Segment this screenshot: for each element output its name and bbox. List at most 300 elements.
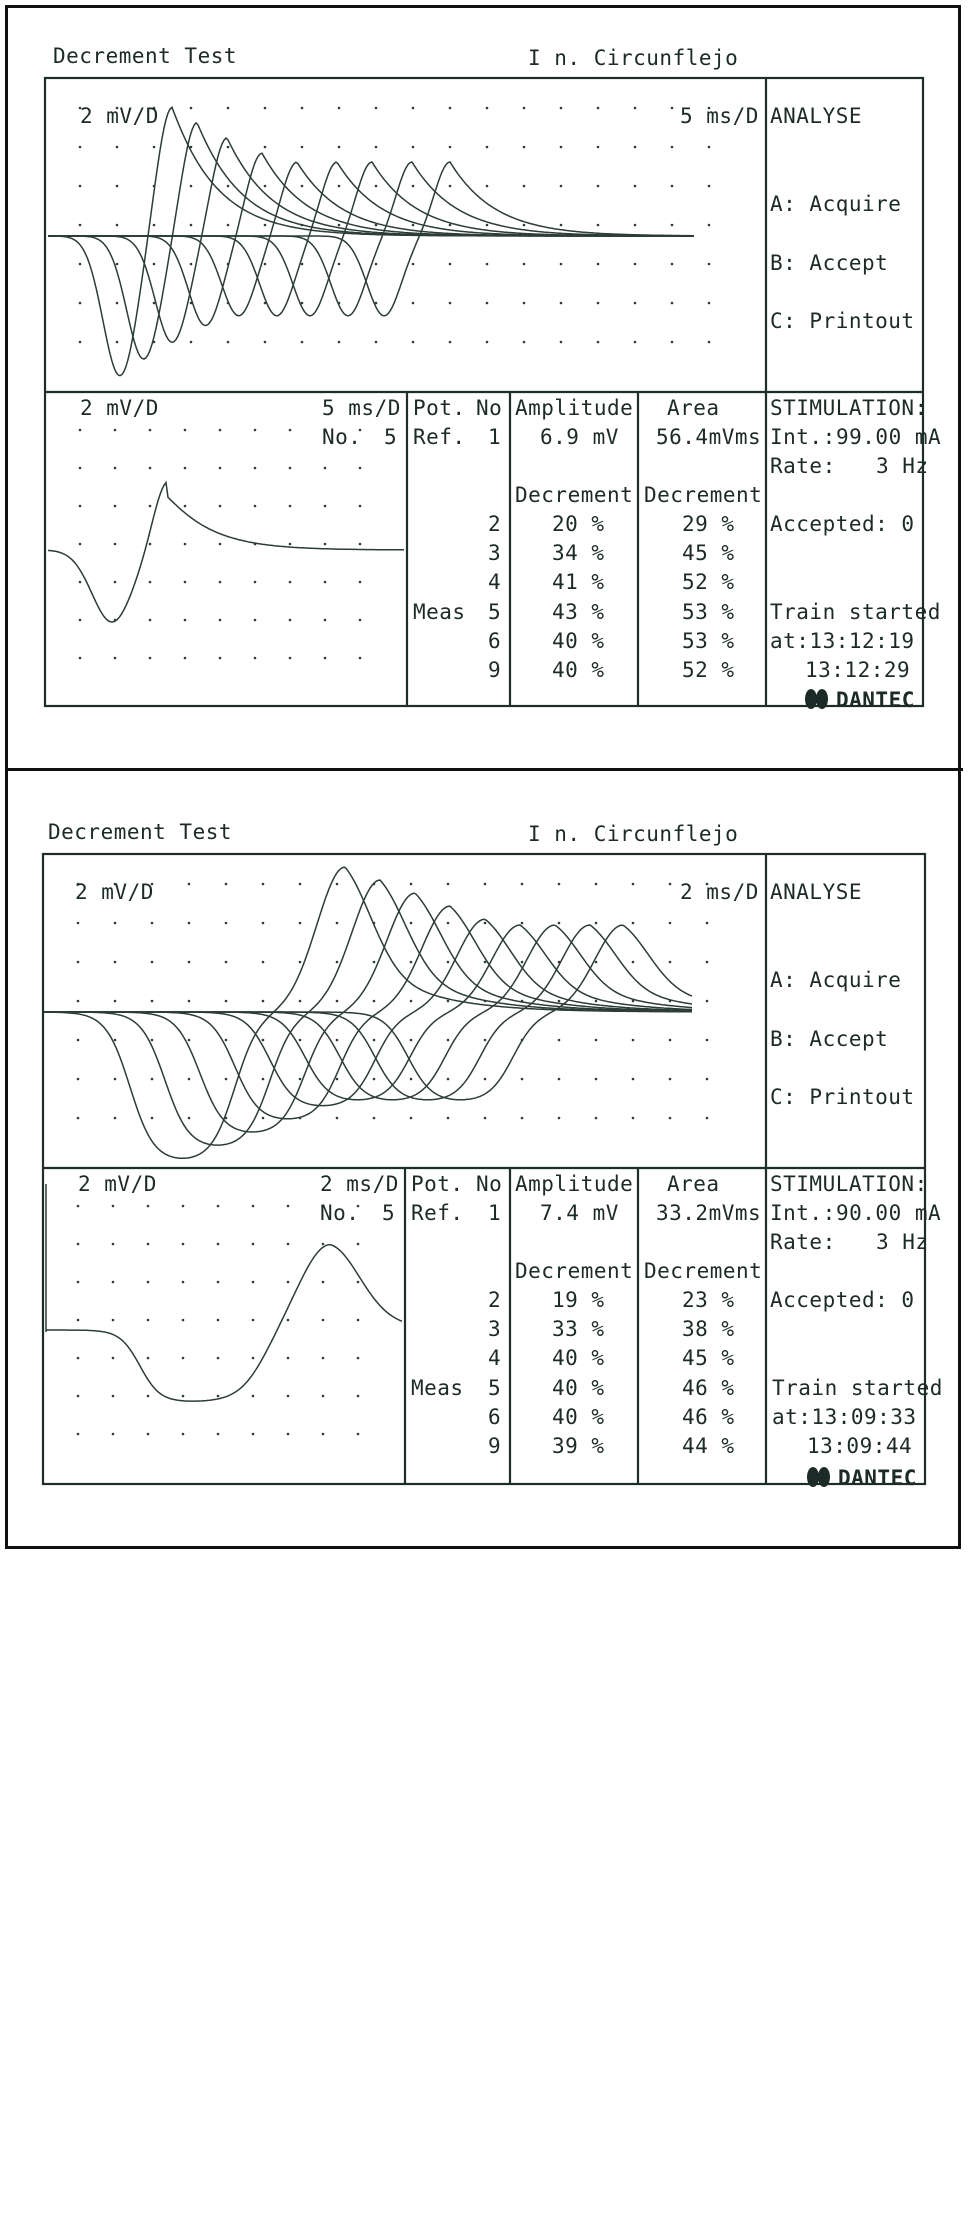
grid-dot: [301, 146, 304, 149]
grid-dot: [190, 224, 193, 227]
grid-dot: [359, 467, 362, 470]
grid-dot: [595, 1078, 598, 1081]
grid-dot: [632, 1117, 635, 1120]
grid-dot: [486, 185, 489, 188]
grid-dot: [225, 1078, 228, 1081]
ref-area: 56.4mVms: [656, 425, 762, 449]
grid-dot: [449, 224, 452, 227]
top-sweep: 2 ms/D: [680, 880, 759, 904]
top-sensitivity: 2 mV/D: [75, 880, 154, 904]
row-no: 6: [488, 629, 502, 653]
row-area-decrement: 46 %: [682, 1405, 735, 1429]
grid-dot: [410, 1117, 413, 1120]
grid-dot: [634, 146, 637, 149]
grid-dot: [114, 505, 117, 508]
grid-dot: [595, 1039, 598, 1042]
menu-printout[interactable]: C: Printout: [770, 1085, 915, 1109]
ref-no: 1: [488, 425, 502, 449]
grid-dot: [184, 467, 187, 470]
grid-dot: [484, 1039, 487, 1042]
grid-dot: [219, 543, 222, 546]
grid-dot: [219, 581, 222, 584]
grid-dot: [669, 1117, 672, 1120]
grid-dot: [669, 922, 672, 925]
grid-dot: [521, 1117, 524, 1120]
grid-dot: [225, 1000, 228, 1003]
ref-area: 33.2mVms: [656, 1201, 762, 1225]
grid-dot: [264, 341, 267, 344]
grid-dot: [634, 263, 637, 266]
screen-title: Decrement Test: [53, 44, 238, 68]
grid-dot: [324, 467, 327, 470]
row-amp-decrement: 40 %: [552, 1346, 605, 1370]
grid-dot: [357, 1281, 360, 1284]
grid-dot: [254, 581, 257, 584]
grid-dot: [112, 1243, 115, 1246]
grid-dot: [373, 961, 376, 964]
grid-dots: [79, 107, 711, 660]
grid-dot: [147, 1281, 150, 1284]
grid-dot: [322, 1433, 325, 1436]
grid-dot: [336, 961, 339, 964]
row-amp-decrement: 43 %: [552, 600, 605, 624]
grid-dot: [560, 146, 563, 149]
grid-dot: [252, 1281, 255, 1284]
grid-dot: [79, 543, 82, 546]
grid-dot: [79, 302, 82, 305]
grid-dot: [301, 185, 304, 188]
grid-dot: [447, 1117, 450, 1120]
grid-dot: [217, 1319, 220, 1322]
grid-dot: [357, 1433, 360, 1436]
grid-dot: [595, 1117, 598, 1120]
grid-dot: [486, 341, 489, 344]
train-start-time: at:13:12:19: [770, 629, 915, 653]
grid-dot: [634, 107, 637, 110]
grid-dot: [112, 1281, 115, 1284]
grid-dot: [447, 1078, 450, 1081]
grid-dot: [114, 657, 117, 660]
ref-label: Ref.: [411, 1201, 464, 1225]
grid-dot: [114, 922, 117, 925]
row-amp-decrement: 40 %: [552, 1376, 605, 1400]
grid-dot: [77, 1281, 80, 1284]
sweep-trace: [42, 925, 692, 1100]
grid-dot: [252, 1395, 255, 1398]
grid-dot: [359, 619, 362, 622]
row-no: 9: [488, 1434, 502, 1458]
grid-dot: [77, 1319, 80, 1322]
grid-dot: [112, 1433, 115, 1436]
row-no: 2: [488, 512, 502, 536]
grid-dot: [114, 467, 117, 470]
grid-dot: [299, 883, 302, 886]
sweep-trace: [48, 138, 694, 342]
grid-dot: [708, 341, 711, 344]
grid-dot: [116, 224, 119, 227]
accepted-count: Accepted: 0: [770, 1288, 915, 1312]
brand-name: DANTEC: [838, 1466, 917, 1490]
grid-dot: [184, 619, 187, 622]
grid-dot: [359, 657, 362, 660]
grid-dot: [671, 341, 674, 344]
grid-dot: [149, 543, 152, 546]
rate-value: 3 Hz: [876, 1230, 929, 1254]
grid-dot: [486, 302, 489, 305]
amp-decrement-header: Decrement: [515, 1259, 634, 1283]
grid-dot: [264, 107, 267, 110]
grid-dot: [289, 505, 292, 508]
grid-dot: [484, 961, 487, 964]
grid-dot: [79, 467, 82, 470]
grid-dot: [447, 1039, 450, 1042]
grid-dot: [449, 107, 452, 110]
grid-dot: [634, 341, 637, 344]
grid-dot: [114, 1078, 117, 1081]
grid-dot: [79, 657, 82, 660]
decrement-screen-1: [0, 0, 968, 770]
grid-dot: [112, 1357, 115, 1360]
row-no: 3: [488, 541, 502, 565]
grid-dot: [77, 1117, 80, 1120]
sweep-trace: [48, 153, 694, 325]
grid-dot: [116, 185, 119, 188]
grid-dot: [324, 619, 327, 622]
grid-dot: [79, 581, 82, 584]
menu-printout[interactable]: C: Printout: [770, 309, 915, 333]
grid-dot: [558, 1039, 561, 1042]
grid-dot: [669, 1039, 672, 1042]
grid-dot: [560, 341, 563, 344]
grid-dot: [373, 1117, 376, 1120]
grid-dot: [449, 341, 452, 344]
menu-acquire[interactable]: A: Acquire: [770, 192, 902, 216]
grid-dot: [671, 146, 674, 149]
grid-dot: [324, 581, 327, 584]
row-no: 5: [488, 1376, 502, 1400]
grid-dot: [373, 1039, 376, 1042]
grid-dot: [182, 1205, 185, 1208]
brand-name: DANTEC: [836, 688, 915, 712]
grid-dot: [359, 505, 362, 508]
grid-dot: [336, 922, 339, 925]
grid-dot: [336, 1117, 339, 1120]
grid-dot: [706, 1039, 709, 1042]
grid-dot: [262, 883, 265, 886]
grid-dot: [188, 1039, 191, 1042]
grid-dot: [77, 1078, 80, 1081]
grid-dot: [357, 1319, 360, 1322]
grid-dot: [336, 1078, 339, 1081]
grid-dot: [706, 1000, 709, 1003]
grid-dot: [708, 263, 711, 266]
grid-dot: [410, 1039, 413, 1042]
row-area-decrement: 29 %: [682, 512, 735, 536]
intensity-label: Int.:: [770, 1201, 836, 1225]
grid-dot: [338, 224, 341, 227]
grid-dot: [147, 1205, 150, 1208]
grid-dot: [217, 1243, 220, 1246]
grid-dot: [227, 341, 230, 344]
grid-dot: [149, 657, 152, 660]
grid-dot: [669, 883, 672, 886]
grid-dot: [706, 961, 709, 964]
pot-header: Pot.: [413, 396, 466, 420]
accepted-count: Accepted: 0: [770, 512, 915, 536]
grid-dot: [521, 883, 524, 886]
row-area-decrement: 23 %: [682, 1288, 735, 1312]
row-no: 6: [488, 1405, 502, 1429]
grid-dot: [147, 1357, 150, 1360]
grid-dot: [188, 1078, 191, 1081]
grid-dot: [336, 883, 339, 886]
grid-dot: [264, 185, 267, 188]
stimulation-title: STIMULATION:: [770, 1172, 928, 1196]
amplitude-header: Amplitude: [515, 1172, 634, 1196]
grid-dot: [322, 1243, 325, 1246]
grid-dot: [219, 657, 222, 660]
grid-dot: [114, 1117, 117, 1120]
grid-dot: [153, 146, 156, 149]
grid-dot: [322, 1281, 325, 1284]
grid-dot: [254, 657, 257, 660]
grid-dot: [484, 1117, 487, 1120]
grid-dot: [486, 146, 489, 149]
grid-dot: [357, 1395, 360, 1398]
grid-dot: [188, 1000, 191, 1003]
row-area-decrement: 45 %: [682, 1346, 735, 1370]
grid-dot: [324, 505, 327, 508]
grid-dot: [597, 263, 600, 266]
row-area-decrement: 46 %: [682, 1376, 735, 1400]
grid-dot: [289, 657, 292, 660]
grid-dot: [449, 302, 452, 305]
grid-dot: [289, 429, 292, 432]
ref-label: Ref.: [413, 425, 466, 449]
grid-dot: [147, 1319, 150, 1322]
grid-dot: [225, 883, 228, 886]
grid-dot: [632, 1039, 635, 1042]
grid-dot: [322, 1357, 325, 1360]
grid-dot: [219, 619, 222, 622]
menu-accept[interactable]: B: Accept: [770, 1027, 889, 1051]
menu-title: ANALYSE: [770, 104, 863, 128]
area-decrement-header: Decrement: [644, 483, 763, 507]
single-no-value: 5: [382, 1201, 396, 1225]
grid-dot: [79, 185, 82, 188]
grid-dot: [669, 961, 672, 964]
grid-dot: [289, 467, 292, 470]
grid-dot: [558, 1117, 561, 1120]
grid-dot: [299, 961, 302, 964]
grid-dot: [486, 263, 489, 266]
grid-dot: [262, 1039, 265, 1042]
amplitude-header: Amplitude: [515, 396, 634, 420]
rate-value: 3 Hz: [876, 454, 929, 478]
grid-dot: [523, 302, 526, 305]
ref-amplitude: 7.4 mV: [540, 1201, 619, 1225]
grid-dot: [190, 263, 193, 266]
grid-dot: [114, 429, 117, 432]
grid-dot: [225, 1039, 228, 1042]
grid-dot: [227, 107, 230, 110]
grid-dot: [153, 263, 156, 266]
single-trace: [46, 1245, 402, 1402]
grid-dot: [149, 619, 152, 622]
grid-dot: [77, 1205, 80, 1208]
menu-title: ANALYSE: [770, 880, 863, 904]
menu-accept[interactable]: B: Accept: [770, 251, 889, 275]
grid-dot: [151, 961, 154, 964]
grid-dot: [410, 1000, 413, 1003]
grid-dot: [151, 922, 154, 925]
grid-dot: [184, 543, 187, 546]
row-amp-decrement: 40 %: [552, 658, 605, 682]
grid-dot: [225, 961, 228, 964]
grid-dot: [190, 341, 193, 344]
grid-dot: [560, 224, 563, 227]
row-no: 4: [488, 1346, 502, 1370]
grid-dot: [521, 1078, 524, 1081]
grid-dot: [523, 146, 526, 149]
grid-dot: [595, 883, 598, 886]
grid-dot: [79, 505, 82, 508]
grid-dot: [153, 224, 156, 227]
grid-dot: [299, 1000, 302, 1003]
no-header: No: [476, 1172, 503, 1196]
grid-dot: [116, 341, 119, 344]
grid-dot: [410, 961, 413, 964]
row-no: 3: [488, 1317, 502, 1341]
grid-dot: [182, 1243, 185, 1246]
grid-dot: [523, 185, 526, 188]
grid-dot: [338, 107, 341, 110]
train-start-time: at:13:09:33: [772, 1405, 917, 1429]
grid-dot: [671, 185, 674, 188]
row-area-decrement: 53 %: [682, 629, 735, 653]
grid-dot: [151, 1039, 154, 1042]
grid-dot: [287, 1433, 290, 1436]
grid-dot: [558, 1078, 561, 1081]
rate-label: Rate:: [770, 1230, 836, 1254]
grid-dot: [595, 961, 598, 964]
grid-dot: [217, 1281, 220, 1284]
grid-dot: [410, 1078, 413, 1081]
grid-dot: [149, 429, 152, 432]
meas-label: Meas: [413, 600, 466, 624]
grid-dot: [671, 224, 674, 227]
grid-dot: [357, 1357, 360, 1360]
grid-dot: [632, 1078, 635, 1081]
grid-dot: [634, 224, 637, 227]
grid-dot: [287, 1357, 290, 1360]
grid-dot: [484, 922, 487, 925]
grid-dot: [523, 224, 526, 227]
grid-dot: [486, 224, 489, 227]
grid-dot: [77, 1243, 80, 1246]
grid-dot: [560, 263, 563, 266]
grid-dot: [632, 883, 635, 886]
grid-dot: [289, 543, 292, 546]
row-amp-decrement: 39 %: [552, 1434, 605, 1458]
grid-dot: [336, 1039, 339, 1042]
grid-dot: [412, 224, 415, 227]
grid-dot: [595, 1000, 598, 1003]
grid-dot: [375, 185, 378, 188]
grid-dot: [112, 1205, 115, 1208]
intensity-value: 90.00 mA: [836, 1201, 942, 1225]
row-area-decrement: 38 %: [682, 1317, 735, 1341]
row-area-decrement: 44 %: [682, 1434, 735, 1458]
grid-dot: [484, 1078, 487, 1081]
grid-dot: [77, 922, 80, 925]
row-no: 4: [488, 570, 502, 594]
grid-dot: [262, 1000, 265, 1003]
grid-dot: [217, 1433, 220, 1436]
grid-dot: [188, 1117, 191, 1120]
train-started-label: Train started: [772, 1376, 943, 1400]
grid-dot: [706, 1117, 709, 1120]
grid-dot: [190, 107, 193, 110]
grid-dot: [412, 107, 415, 110]
amp-decrement-header: Decrement: [515, 483, 634, 507]
grid-dot: [254, 505, 257, 508]
grid-dot: [560, 185, 563, 188]
grid-dot: [299, 1039, 302, 1042]
intensity-label: Int.:: [770, 425, 836, 449]
meas-label: Meas: [411, 1376, 464, 1400]
grid-dot: [217, 1205, 220, 1208]
single-no-label: No.: [320, 1201, 360, 1225]
intensity-value: 99.00 mA: [836, 425, 942, 449]
menu-acquire[interactable]: A: Acquire: [770, 968, 902, 992]
grid-dot: [77, 1039, 80, 1042]
grid-dot: [597, 341, 600, 344]
row-area-decrement: 52 %: [682, 658, 735, 682]
grid-dot: [558, 883, 561, 886]
grid-dot: [262, 961, 265, 964]
grid-dot: [301, 263, 304, 266]
grid-dot: [147, 1243, 150, 1246]
grid-dot: [77, 1357, 80, 1360]
grid-dot: [632, 922, 635, 925]
row-amp-decrement: 40 %: [552, 1405, 605, 1429]
grid-dot: [289, 619, 292, 622]
grid-dot: [447, 922, 450, 925]
grid-dot: [182, 1357, 185, 1360]
grid-dot: [182, 1433, 185, 1436]
grid-dot: [299, 1078, 302, 1081]
grid-dot: [412, 341, 415, 344]
row-no: 9: [488, 658, 502, 682]
grid-dot: [262, 1117, 265, 1120]
grid-dot: [184, 657, 187, 660]
row-area-decrement: 45 %: [682, 541, 735, 565]
grid-dot: [254, 467, 257, 470]
grid-dot: [523, 341, 526, 344]
grid-dot: [77, 1395, 80, 1398]
grid-dot: [188, 883, 191, 886]
grid-dot: [484, 883, 487, 886]
ref-amplitude: 6.9 mV: [540, 425, 619, 449]
grid-dot: [112, 1395, 115, 1398]
grid-dot: [671, 302, 674, 305]
grid-dot: [449, 185, 452, 188]
grid-dot: [412, 302, 415, 305]
grid-dot: [669, 1078, 672, 1081]
single-no-value: 5: [384, 425, 398, 449]
grid-dot: [79, 263, 82, 266]
